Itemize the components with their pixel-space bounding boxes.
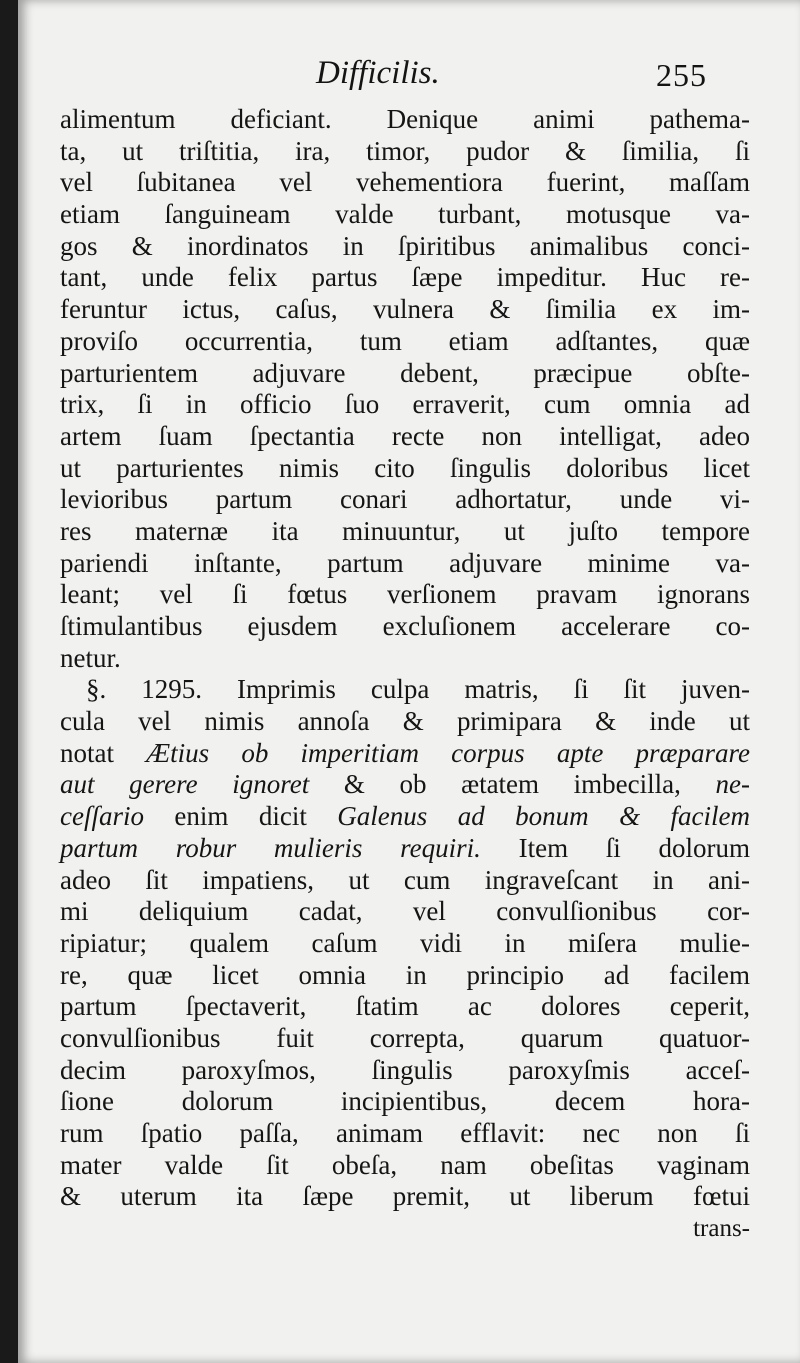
text-run: notat (60, 737, 147, 768)
text-line: trix, ſi in officio ſuo erraverit, cum omnia ad (60, 389, 750, 420)
text-run: & ob ætatem imbecilla, (309, 769, 716, 800)
italic-quote: aut gerere ignoret (60, 769, 310, 800)
book-page (18, 0, 800, 1363)
italic-quote: ceſſario (60, 801, 144, 832)
text-run: Item ſi dolorum (480, 832, 750, 863)
text-line: vel ſubitanea vel vehementiora fuerint, maſſam (60, 167, 750, 198)
text-line: ut parturientes nimis cito ſingulis doloribus licet (60, 452, 750, 483)
text-line: re, quæ licet omnia in principio ad facilem (60, 959, 750, 990)
text-line: artem ſuam ſpectantia recte non intelligat, adeo (60, 420, 750, 451)
text-line (60, 769, 750, 801)
section-heading-line: §. 1295. Imprimis culpa matris, ſi ſit juven- (86, 674, 750, 705)
page-number: 255 (656, 57, 707, 93)
page-header (18, 55, 800, 101)
text-line: gos & inordinatos in ſpiritibus animalibus conci- (60, 230, 750, 261)
text-line: ſtimulantibus ejusdem excluſionem accelerare co- (60, 611, 750, 641)
catchword: trans- (693, 1215, 750, 1243)
text-line: feruntur ictus, caſus, vulnera & ſimilia ex im- (60, 294, 750, 325)
text-line: tant, unde felix partus ſæpe impeditur. Huc re- (60, 262, 750, 293)
body-text (60, 104, 750, 1245)
text-line: ripiatur; qualem caſum vidi in miſera mulie- (60, 927, 750, 958)
text-line: ta, ut triſtitia, ira, timor, pudor & ſimilia, ſi (60, 135, 750, 166)
text-line (60, 738, 750, 770)
text-line: leant; vel ſi fœtus verſionem pravam ignorans (60, 579, 750, 610)
italic-quote: ne- (715, 769, 750, 800)
text-line: & uterum ita ſæpe premit, ut liberum fœtui (60, 1181, 750, 1212)
text-line: decim paroxyſmos, ſingulis paroxyſmis acceſ- (60, 1054, 750, 1085)
text-line: ſione dolorum incipientibus, decem hora- (60, 1086, 750, 1117)
running-title: Difficilis. (316, 55, 440, 91)
italic-quote: Ætius ob imperitiam corpus apte præparare (146, 737, 750, 768)
text-line: alimentum deficiant. Denique animi pathema- (60, 104, 750, 134)
text-line: pariendi inſtante, partum adjuvare minime va- (60, 547, 750, 578)
text-line: convulſionibus fuit correpta, quarum quatuor- (60, 1022, 750, 1053)
text-line: mater valde ſit obeſa, nam obeſitas vaginam (60, 1149, 750, 1180)
text-line (60, 833, 750, 865)
text-line: mi deliquium cadat, vel convulſionibus cor- (60, 896, 750, 927)
text-line: etiam ſanguineam valde turbant, motusque va- (60, 199, 750, 230)
italic-quote: Galenus ad bonum & facilem (337, 801, 750, 832)
text-line: adeo ſit impatiens, ut cum ingraveſcant in ani- (60, 864, 750, 895)
text-run: enim dicit (143, 801, 338, 832)
italic-quote: partum robur mulieris requiri. (60, 832, 481, 863)
text-line: cula vel nimis annoſa & primipara & inde ut (60, 706, 750, 737)
text-line: res maternæ ita minuuntur, ut juſto tempore (60, 515, 750, 546)
text-line: netur. (60, 642, 121, 673)
text-line: proviſo occurrentia, tum etiam adſtantes, quæ (60, 325, 750, 356)
text-line: rum ſpatio paſſa, animam efflavit: nec non ſi (60, 1118, 750, 1148)
text-line: levioribus partum conari adhortatur, unde vi- (60, 484, 750, 515)
text-line: partum ſpectaverit, ſtatim ac dolores ceperit, (60, 991, 750, 1022)
text-line: parturientem adjuvare debent, præcipue obſte- (60, 357, 750, 388)
text-line (60, 801, 750, 833)
